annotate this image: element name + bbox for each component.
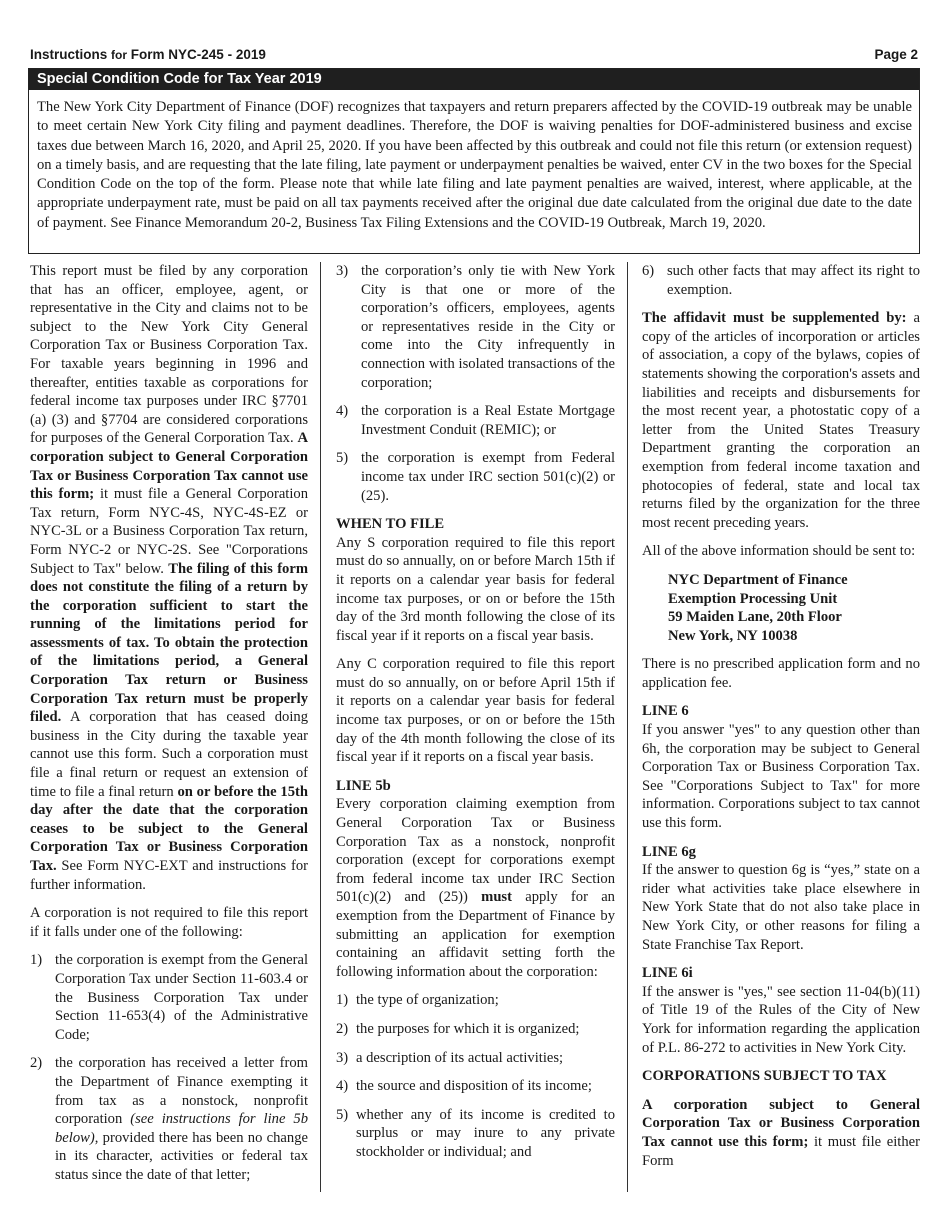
when-s-corp: Any S corporation required to file this report must do so annually, on or before March 15th if it reports on a calendar year basis for federal income tax purposes, or on or before the 15th day of the 3rd month following the close of its fiscal year if it reports on a fiscal year basis. — [336, 534, 615, 644]
list-item: 3) a description of its actual activities; — [336, 1049, 564, 1066]
list-item: 4) the source and disposition of its income; — [336, 1078, 592, 1095]
line-6i-text: If the answer is "yes," see section 11-04(b)(11) of Title 19 of the Rules of the City of New York for information regarding the application of P.L. 86-272 to activities in New York City. — [642, 983, 920, 1056]
not-required-paragraph: A corporation is not required to file this report if it falls under one of the following: — [30, 905, 308, 940]
line-6-text: If you answer "yes" to any question other than 6h, the corporation may be subject to General Corporation Tax or Business Corporation Tax. See "Corporations Subject to Tax" for more information. Corporations subject to tax cannot use this form. — [642, 722, 920, 832]
list-item: 6) such other facts that may affect its right to exemption. — [642, 263, 920, 298]
list-item: 1) the corporation is exempt from the General Corporation Tax under Section 11-603.4 or the Business Corporation Tax under Section 11-653(4) of the Administrative Code; — [30, 952, 308, 1043]
intro-paragraph: This report must be filed by any corporation that has an officer, employee, agent, or representative in the City and claims not to be subject to the New York City General Corporation Tax or Business Corporation Tax. For taxable years beginning in 1996 and thereafter, entities taxable as corporations for federal income tax purposes under IRC §7701 (a) (3) and §7704 are considered corporations for purposes of the General Corporation Tax. A corporation subject to General Corporation Tax or Business Corporation Tax cannot use this form; it must file a General Corporation Tax return, Form NYC-4S, NYC-4S-EZ or NYC-3L or a Business Corporation Tax return, Form NYC-2 or NYC-2S. See "Corporations Subject to Tax" below. The filing of this form does not constitute the filing of a return by the corporation sufficient to start the running of the limitations period for assessments of tax. To obtain the protection of the limitations period, a General Corporation Tax return or Business Corporation Tax return must be properly filed. A corporation that has ceased doing business in the City during the taxable year cannot use this form. Such a corporation must file a final return or request an extension of time to file a final return on or before the 15th day after the date that the corporation ceases to be subject to the General Corporation Tax or Business Corporation Tax. See Form NYC-EXT and instructions for further information. — [30, 263, 308, 893]
list-item: 1) the type of organization; — [336, 992, 499, 1009]
list-item: 5) whether any of its income is credited to surplus or may inure to any private stockholder or individual; and — [336, 1106, 615, 1160]
corp-subject-text: A corporation subject to General Corporation Tax or Business Corporation Tax cannot use this form; it must file either Form — [642, 1096, 920, 1169]
line-5b-text: Every corporation claiming exemption from General Corporation Tax or Business Corporation Tax as a nonstock, nonprofit corporation (except for corporations exempt from federal income tax under IRC Section 501(c)(2) and (25)) must apply for an exemption from the Department of Finance by submitting an application for exemption containing an affidavit setting forth the following information about the corporation: — [336, 796, 615, 980]
section-heading: LINE 5b — [336, 777, 391, 794]
list-item: 2) the corporation has received a letter from the Department of Finance exempting it from tax as a nonstock, nonprofit corporation (see instructions for line 5b below), provided there has been no change in its character, activities or federal tax status since the date of that letter; — [30, 1055, 308, 1183]
list-item: 4) the corporation is a Real Estate Mortgage Investment Conduit (REMIC); or — [336, 403, 615, 438]
affidavit-paragraph: The affidavit must be supplemented by: a copy of the articles of incorporation or articles of association, a copy of the bylaws, copies of statements showing the corporation's assets and liabilities and receipts and disbursements for the most recent year, a photostatic copy of a letter from the United States Treasury Department granting the corporation an exemption from federal income taxation and photocopies of federal, state and local tax returns filed by the organization for the three most recent preceding years. — [642, 310, 920, 531]
line-6g-text: If the answer to question 6g is “yes,” state on a rider what activities take place elsewhere in New York State that do not also take place in New York City, or other reasons for filing a State Franchise Tax Report. — [642, 862, 920, 953]
section-heading: LINE 6i — [642, 965, 693, 982]
column-2 — [336, 262, 615, 1172]
special-condition-text: The New York City Department of Finance (DOF) recognizes that taxpayers and return preparers affected by the COVID-19 outbreak may be unable to meet certain New York City filing and payment deadlines. Therefore, the DOF is waiving penalties for DOF-administered business and excise taxes due between March 16, 2020, and April 25, 2020. If you have been affected by this outbreak and could not file this return (or extension request) on a timely basis, and are requesting that the late filing, late payment or underpayment penalties be waived, enter CV in the two boxes for the Special Condition Code on the top of the form. Please note that while late filing and late payment penalties are waived, interest, where applicable, at the appropriate underpayment rate, must be paid on all tax payments received after the original due date calculated from the original due date to the date of payment. See Finance Memorandum 20-2, Business Tax Filing Extensions and the COVID-19 Outbreak, March 19, 2020. — [37, 99, 912, 231]
page-header — [30, 47, 918, 65]
column-divider — [320, 262, 321, 1192]
mailing-address: NYC Department of Finance Exemption Processing Unit 59 Maiden Lane, 20th Floor New York, NY 10038 — [668, 571, 848, 644]
section-heading: WHEN TO FILE — [336, 516, 445, 533]
list-item: 2) the purposes for which it is organized; — [336, 1020, 580, 1037]
special-condition-box — [28, 68, 920, 254]
column-1 — [30, 262, 308, 1195]
page-number: Page 2 — [874, 47, 918, 62]
special-condition-title: Special Condition Code for Tax Year 2019 — [29, 69, 919, 90]
column-divider — [627, 262, 628, 1192]
section-heading: LINE 6g — [642, 843, 696, 860]
section-heading: CORPORATIONS SUBJECT TO TAX — [642, 1068, 887, 1085]
section-heading: LINE 6 — [642, 703, 689, 720]
form-title: Instructions for Form NYC-245 - 2019 — [30, 47, 266, 62]
no-fee-text: There is no prescribed application form and no application fee. — [642, 656, 920, 691]
list-item: 5) the corporation is exempt from Federal income tax under IRC section 501(c)(2) or (25). — [336, 450, 615, 504]
list-item: 3) the corporation’s only tie with New York City is that one or more of the corporation’s officers, employees, agents or representatives reside in the City or come into the City infrequently in connection with isolated transactions of the corporation; — [336, 263, 615, 391]
send-to-text: All of the above information should be sent to: — [642, 543, 916, 560]
when-c-corp: Any C corporation required to file this report must do so annually, on or before April 15th if it reports on a calendar year basis for federal income tax purposes, or on or before the 15th day of the 4th month following the close of its fiscal year if it reports on a fiscal year basis. — [336, 656, 615, 766]
column-3 — [642, 262, 920, 1180]
